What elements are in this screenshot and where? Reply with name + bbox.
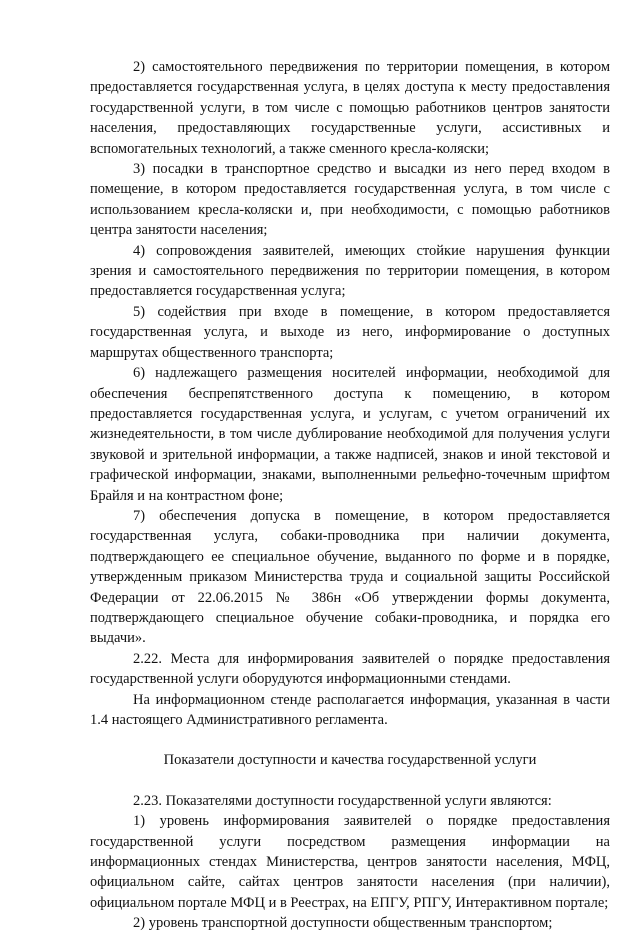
paragraph-item-7: 7) обеспечения допуска в помещение, в котором предоставляется государственная услуга, собаки-проводника при наличии документа, подтверждающего ее специальное обучение, выданного по форме и в порядке, утвержденным приказом Министерства труда и социальной защиты Российской Федерации от 22.06.2015 № 386н «Об утверждении формы документа, подтверждающего специальное обучение собаки-проводника, и порядка его выдачи». [90,507,610,647]
paragraph-item-2: 2) самостоятельного передвижения по территории помещения, в котором предоставляется государственная услуга, в целях доступа к месту предоставления государственной услуги, в том числе с помощью работников центров занятости населения, предоставляющих государственные услуги, ассистивных и вспомогательных технологий, а также сменного кресла-коляски; [90,59,610,157]
paragraph-item-6: 6) надлежащего размещения носителей информации, необходимой для обеспечения беспрепятственного доступа к помещению, в котором предоставляется государственная услуга, и услугам, с учетом ограничений их жизнедеятельности, в том числе дублирование необходимой для получения услуги звуковой и зрительной информации, а также надписей, знаков и иной текстовой и графической информации, знаками, выполненными рельефно-точечным шрифтом Брайля и на контрастном фоне; [90,365,610,504]
paragraph-2-22: 2.22. Места для информирования заявителей о порядке предоставления государственной услуги оборудуются информационными стендами. [90,650,610,688]
paragraph-item-5: 5) содействия при входе в помещение, в котором предоставляется государственная услуга, и выходе из него, информирование о доступных маршрутах общественного транспорта; [90,303,610,361]
paragraph-item-3: 3) посадки в транспортное средство и высадки из него перед входом в помещение, в котором предоставляется государственная услуга, в том числе с использованием кресла-коляски и, при необходимости, с помощью работников центра занятости населения; [90,161,610,239]
paragraph-item-4: 4) сопровождения заявителей, имеющих стойкие нарушения функции зрения и самостоятельного передвижения по территории помещения, в котором предоставляется государственная услуга; [90,242,610,300]
paragraph-2-23: 2.23. Показателями доступности государственной услуги являются: [133,792,552,809]
spacer [90,771,610,791]
paragraph-indicator-1: 1) уровень информирования заявителей о порядке предоставления государственной услуги посредством размещения информации на информационных стендах Министерства, центров занятости населения, МФЦ, официальном сайте, сайтах центров занятости населения (при наличии), официальном портале МФЦ и в Реестрах, на ЕПГУ, РПГУ, Интерактивном портале; [90,813,610,911]
section-heading: Показатели доступности и качества государственной услуги [163,752,537,769]
document-page [90,57,610,934]
spacer [90,730,610,750]
paragraph-indicator-2: 2) уровень транспортной доступности общественным транспортом; [133,915,553,932]
paragraph-info-stand: На информационном стенде располагается информация, указанная в части 1.4 настоящего Административного регламента. [90,691,610,728]
